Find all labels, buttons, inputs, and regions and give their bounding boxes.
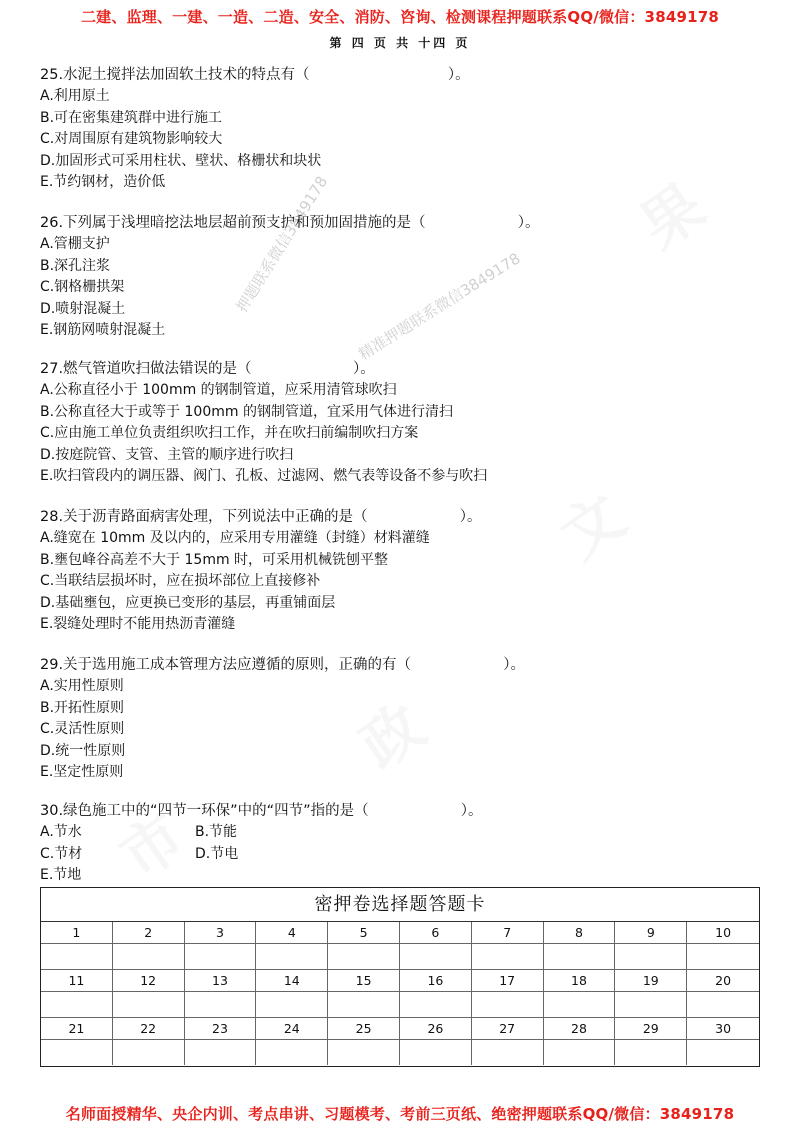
bottom-banner: 名师面授精华、央企内训、考点串讲、习题模考、考前三页纸、绝密押题联系QQ/微信：3849178 [65,1105,735,1123]
background-watermark-glyph: 果 [628,171,718,263]
question-number-cell: 10 [687,922,759,944]
option-b: B.壅包峰谷高差不大于 15mm 时，可采用机械铣刨平整 [40,551,389,568]
option-e: E.裂缝处理时不能用热沥青灌缝 [40,616,236,633]
question-stem: 25.水泥土搅拌法加固软土技术的特点有（ ）。 [40,67,470,83]
background-watermark-glyph: 政 [348,691,438,783]
question-30 [40,800,760,887]
question-number-cell: 7 [472,922,544,944]
background-watermark-glyph: 文 [548,481,638,573]
page-number: 第 四 页 共 十四 页 [329,36,471,50]
question-number-cell: 20 [687,970,759,992]
question-number-cell: 28 [544,1018,616,1040]
question-number-cell: 3 [185,922,257,944]
option-c: C.应由施工单位负责组织吹扫工作，并在吹扫前编制吹扫方案 [40,425,419,442]
question-number-cell: 26 [400,1018,472,1040]
background-watermark-glyph: 市 [108,801,198,893]
option-c: C.钢格栅拱架 [40,279,125,296]
option-c: C.当联结层损坏时，应在损坏部位上直接修补 [40,573,321,590]
option-a: A.实用性原则 [40,678,124,694]
option-d: D.喷射混凝土 [40,300,126,317]
question-number-cell: 23 [185,1018,257,1040]
question-number-cell: 19 [615,970,687,992]
answer-cell[interactable] [41,1040,113,1065]
answer-cell[interactable] [687,992,759,1018]
question-number-cell: 4 [256,922,328,944]
question-number-cell: 12 [113,970,185,992]
question-number-cell: 14 [256,970,328,992]
question-number-cell: 27 [472,1018,544,1040]
answer-cell[interactable] [544,992,616,1018]
option-a: A.利用原土 [40,88,110,104]
answer-cell[interactable] [113,992,185,1018]
answer-cell[interactable] [328,992,400,1018]
answer-card-row [41,922,759,970]
diagonal-watermark: 精准押题联系微信3849178 [355,249,524,364]
option-b: B.开拓性原则 [40,699,125,716]
question-number-cell: 29 [615,1018,687,1040]
question-stem: 30.绿色施工中的“四节一环保”中的“四节”指的是（ ）。 [40,803,483,819]
question-number-cell: 18 [544,970,616,992]
question-stem: 27.燃气管道吹扫做法错误的是（ ）。 [40,361,375,377]
question-number-cell: 8 [544,922,616,944]
option-b: B.公称直径大于或等于 100mm 的钢制管道，宜采用气体进行清扫 [40,403,453,420]
question-26 [40,212,760,342]
answer-cell[interactable] [687,1040,759,1065]
question-number-cell: 15 [328,970,400,992]
option-a: A.公称直径小于 100mm 的钢制管道，应采用清管球吹扫 [40,382,397,398]
answer-cell[interactable] [472,992,544,1018]
question-number-cell: 25 [328,1018,400,1040]
answer-cell[interactable] [256,944,328,970]
top-banner: 二建、监理、一建、一造、二造、安全、消防、咨询、检测课程押题联系QQ/微信：3849178 [80,8,720,26]
answer-card-row [41,1018,759,1065]
answer-cell[interactable] [185,992,257,1018]
option-d: D.节电 [195,845,239,862]
answer-cell[interactable] [328,1040,400,1065]
option-a: A.管棚支护 [40,236,110,252]
answer-card [40,887,760,1067]
diagonal-watermark: 押题联系微信3849178 [232,173,332,316]
answer-cell[interactable] [41,944,113,970]
answer-cell[interactable] [400,992,472,1018]
option-d: D.基础壅包，应更换已变形的基层，再重铺面层 [40,594,336,611]
answer-cell[interactable] [615,1040,687,1065]
answer-cell[interactable] [472,944,544,970]
question-25 [40,64,760,194]
answer-cell[interactable] [615,992,687,1018]
option-e: E.吹扫管段内的调压器、阀门、孔板、过滤网、燃气表等设备不参与吹扫 [40,468,488,485]
option-d: D.统一性原则 [40,742,126,759]
option-c: C.对周围原有建筑物影响较大 [40,131,223,148]
answer-cell[interactable] [687,944,759,970]
answer-cell[interactable] [113,1040,185,1065]
option-c: C.灵活性原则 [40,721,125,738]
question-27 [40,358,760,488]
option-e: E.坚定性原则 [40,764,124,781]
question-number-cell: 16 [400,970,472,992]
answer-cell[interactable] [615,944,687,970]
answer-cell[interactable] [400,1040,472,1065]
question-number-cell: 11 [41,970,113,992]
question-number-cell: 30 [687,1018,759,1040]
question-number-cell: 13 [185,970,257,992]
question-number-cell: 9 [615,922,687,944]
option-b: B.节能 [195,824,238,840]
question-number-cell: 22 [113,1018,185,1040]
answer-cell[interactable] [41,992,113,1018]
option-d: D.按庭院管、支管、主管的顺序进行吹扫 [40,446,294,463]
option-d: D.加固形式可采用柱状、壁状、格栅状和块状 [40,152,322,169]
option-e: E.钢筋网喷射混凝土 [40,322,166,339]
answer-card-title: 密押卷选择题答题卡 [41,888,759,922]
question-number-cell: 5 [328,922,400,944]
answer-cell[interactable] [256,992,328,1018]
option-c: C.节材 [40,845,83,862]
question-number-cell: 2 [113,922,185,944]
answer-cell[interactable] [544,944,616,970]
question-number-cell: 1 [41,922,113,944]
answer-cell[interactable] [472,1040,544,1065]
question-28 [40,506,760,636]
question-stem: 28.关于沥青路面病害处理，下列说法中正确的是（ ）。 [40,509,482,525]
option-e: E.节约钢材，造价低 [40,174,166,191]
option-row [40,822,760,844]
answer-cell[interactable] [544,1040,616,1065]
option-row [40,844,760,866]
answer-cell[interactable] [256,1040,328,1065]
option-e: E.节地 [40,867,82,884]
answer-cell[interactable] [113,944,185,970]
question-number-cell: 6 [400,922,472,944]
option-a: A.节水 [40,824,82,840]
question-stem: 26.下列属于浅埋暗挖法地层超前预支护和预加固措施的是（ ）。 [40,215,540,231]
answer-cell[interactable] [185,1040,257,1065]
answer-cell[interactable] [328,944,400,970]
question-number-cell: 21 [41,1018,113,1040]
question-number-cell: 24 [256,1018,328,1040]
answer-card-row [41,970,759,1018]
option-b: B.深孔注浆 [40,257,111,274]
answer-cell[interactable] [400,944,472,970]
option-a: A.缝宽在 10mm 及以内的，应采用专用灌缝（封缝）材料灌缝 [40,530,430,546]
answer-cell[interactable] [185,944,257,970]
option-b: B.可在密集建筑群中进行施工 [40,109,223,126]
question-number-cell: 17 [472,970,544,992]
question-29 [40,654,760,784]
question-stem: 29.关于选用施工成本管理方法应遵循的原则，正确的有（ ）。 [40,657,525,673]
